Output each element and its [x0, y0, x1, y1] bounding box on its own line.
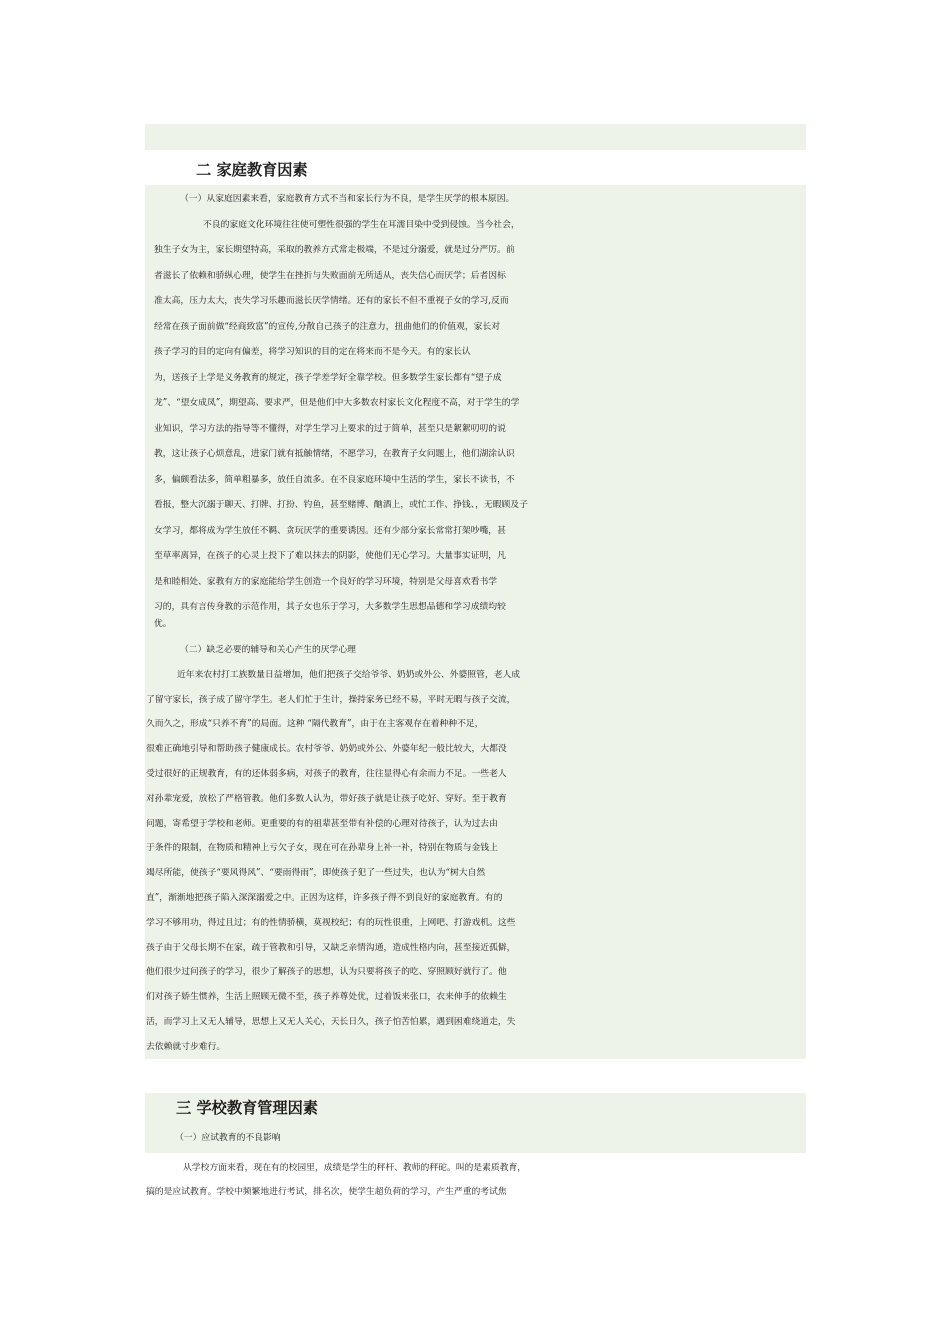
paragraph-line: 为，送孩子上学是义务教育的规定，孩子学差学好全靠学校。但多数学生家长都有“望子成	[154, 373, 502, 383]
paragraph-line: 很难正确地引导和帮助孩子健康成长。农村爷爷、奶奶或外公、外婆年纪一般比较大，大都没	[146, 744, 507, 754]
paragraph-line: 问题，寄希望于学校和老师。更重要的有的祖辈甚至带有补偿的心理对待孩子，认为过去由	[146, 819, 498, 829]
paragraph-line: 孩子由于父母长期不在家，疏于管教和引导，又缺乏亲情沟通，造成性格内向，甚至接近孤僻，	[146, 943, 516, 953]
paragraph-line: 他们很少过问孩子的学习，很少了解孩子的思想，认为只要将孩子的吃、穿照顾好就行了。他	[146, 967, 507, 977]
paragraph-line: 不良的家庭文化环境往往使可塑性很强的学生在耳濡目染中受到侵蚀。当今社会，	[203, 220, 520, 230]
paragraph-line: 是和睦相处、家教有方的家庭能给学生创造一个良好的学习环境，特别是父母喜欢看书学	[154, 577, 498, 587]
paragraph-line: 准太高，压力太大，丧失学习乐趣而滋长厌学情绪。还有的家长不但不重视子女的学习,反而	[154, 296, 509, 306]
paragraph-line: 对孙辈宠爱，放松了严格管教。他们多数人认为，带好孩子就是让孩子吃好、穿好。至于教育	[146, 794, 507, 804]
paragraph-line: 近年来农村打工族数量日益增加，他们把孩子交给爷爷、奶奶或外公、外婆照管，老人成	[177, 670, 521, 680]
paragraph-line: 直”，渐渐地把孩子陷入深深溺爱之中。正因为这样，许多孩子得不到良好的家庭教育。有的	[146, 893, 503, 903]
paragraph-line: 学习不够用功，得过且过；有的性情骄横，莫视校纪；有的玩性很重，上网吧、打游戏机。这些	[146, 918, 516, 928]
section2-sub1-title: （一）从家庭因素来看，家庭教育方式不当和家长行为不良，是学生厌学的根本原因。	[180, 194, 515, 204]
paragraph-line: 竭尽所能，使孩子“要风得风”、“要雨得雨”，即使孩子犯了一些过失，也认为“树大自然	[146, 868, 486, 878]
paragraph-line: 至草率离异，在孩子的心灵上投下了难以抹去的阴影，使他们无心学习。大量事实证明，凡	[154, 551, 506, 561]
paragraph-line: 了留守家长，孩子成了留守学生。老人们忙于生计，操持家务已经不易，平时无暇与孩子交流，	[146, 695, 516, 705]
paragraph-line: 搞的是应试教育。学校中频繁地进行考试，排名次，使学生超负荷的学习，产生严重的考试焦	[146, 1187, 507, 1197]
paragraph-line: 独生子女为主，家长期望特高，采取的教养方式常走极端，不是过分溺爱，就是过分严厉。前	[154, 245, 515, 255]
paragraph-line: 去依赖就寸步难行。	[146, 1042, 226, 1052]
paragraph-line: 优。	[154, 619, 172, 629]
paragraph-line: 业知识，学习方法的指导等不懂得，对学生学习上要求的过于简单，甚至只是絮絮叨叨的说	[154, 424, 506, 434]
paragraph-line: 龙”、“望女成凤”，期望高、要求严，但是他们中大多数农村家长文化程度不高，对于学生的学	[154, 398, 520, 408]
section3-heading: 三 学校教育管理因素	[176, 1099, 318, 1117]
paragraph-line: 久而久之，形成“只养不育”的局面。这种 “隔代教育”，由于在主客观存在着种种不足，	[146, 719, 484, 729]
paragraph-line: 习的，具有言传身教的示范作用，其子女也乐于学习，大多数学生思想品德和学习成绩均较	[154, 602, 506, 612]
section3-sub1-title: （一）应试教育的不良影响	[175, 1133, 281, 1143]
paragraph-line: 活，而学习上又无人辅导，思想上又无人关心，天长日久，孩子怕苦怕累，遇到困难绕道走，失	[146, 1017, 516, 1027]
paragraph-line: 多，偏颇看法多，简单粗暴多，放任自流多。在不良家庭环境中生活的学生，家长不读书，不	[154, 475, 515, 485]
paragraph-line: 于条件的限制，在物质和精神上亏欠子女，现在可在孙辈身上补一补，特别在物质与金钱上	[146, 843, 498, 853]
section2-heading: 二 家庭教育因素	[196, 161, 308, 179]
paragraph-line: 们对孩子娇生惯养，生活上照顾无微不至，孩子养尊处优，过着饭来张口，衣来伸手的依赖生	[146, 992, 507, 1002]
paragraph-line: 从学校方面来看，现在有的校园里，成绩是学生的秤杆、教师的秤砣。叫的是素质教育，	[183, 1163, 527, 1173]
highlight-band-top	[145, 124, 806, 150]
paragraph-line: 教，这让孩子心烦意乱，进家门就有抵触情绪，不愿学习，在教育子女问题上，他们湖涂认识	[154, 449, 515, 459]
paragraph-line: 者滋长了依赖和骄纵心理，使学生在挫折与失败面前无所适从，丧失信心而厌学；后者因标	[154, 271, 506, 281]
paragraph-line: 受过很好的正规教育，有的还体弱多病，对孩子的教育，往往显得心有余而力不足。一些老人	[146, 769, 507, 779]
paragraph-line: 孩子学习的目的定向有偏差，将学习知识的目的定在将来而不是今天。有的家长认	[154, 347, 471, 357]
section2-sub2-title: （二）缺乏必要的辅导和关心产生的厌学心理	[180, 645, 356, 655]
paragraph-line: 女学习，都将成为学生放任不羁、贪玩厌学的重要诱因。还有少部分家长常常打架吵嘴，甚	[154, 526, 506, 536]
paragraph-line: 经常在孩子面前做“经商致富”的宣传,分散自己孩子的注意力，扭曲他们的价值观，家长对	[154, 322, 501, 332]
paragraph-line: 看报，整大沉溺于聊天、打牌、打扮、钓鱼，甚至赌博、酗酒上，或忙工作、挣钱、，无暇顾及子	[154, 500, 528, 510]
